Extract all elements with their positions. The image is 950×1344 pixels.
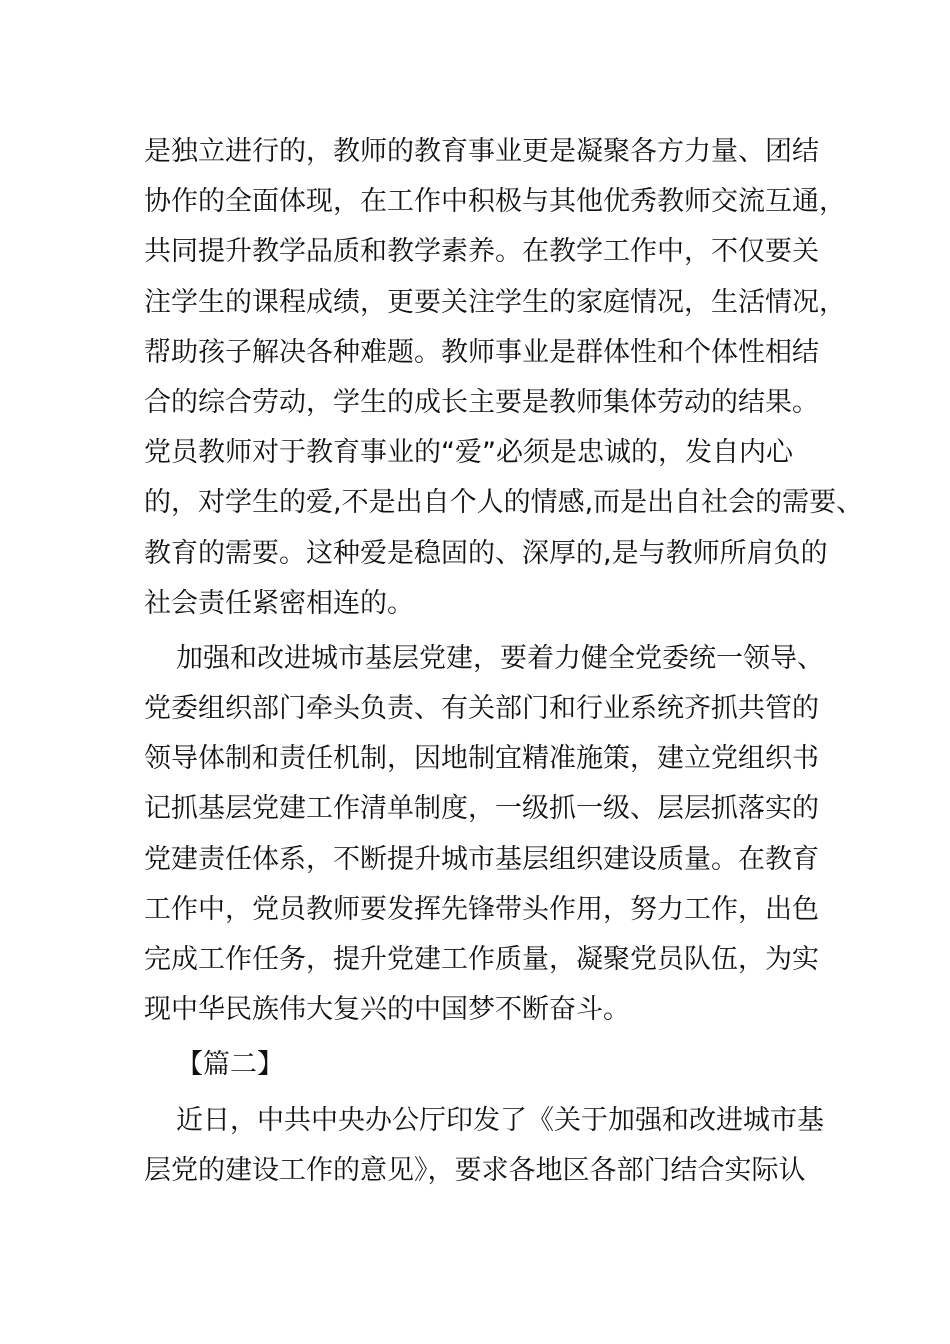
text-line: 党建责任体系，不断提升城市基层组织建设质量。在教育 — [144, 843, 819, 875]
text-line: 注学生的课程成绩，更要关注学生的家庭情况，生活情况， — [144, 286, 846, 318]
text-line: 合的综合劳动，学生的成长主要是教师集体劳动的结果。 — [144, 386, 819, 418]
text-line: 近日，中共中央办公厅印发了《关于加强和改进城市基 — [176, 1104, 824, 1136]
paragraph-opinion-notice — [144, 1096, 824, 1196]
text-line: 记抓基层党建工作清单制度，一级抓一级、层层抓落实的 — [144, 793, 819, 825]
text-line: 层党的建设工作的意见》，要求各地区各部门结合实际认 — [144, 1154, 806, 1186]
text-line: 的，对学生的爱,不是出自个人的情感,而是出自社会的需要、 — [144, 487, 864, 519]
text-line: 完成工作任务，提升党建工作质量，凝聚党员队伍，为实 — [144, 944, 819, 975]
text-line: 协作的全面体现，在工作中积极与其他优秀教师交流互通， — [144, 186, 846, 218]
text-line: 工作中，党员教师要发挥先锋带头作用，努力工作，出色 — [144, 893, 819, 925]
text-line: 加强和改进城市基层党建，要着力健全党委统一领导、 — [176, 642, 824, 674]
paragraph-teacher-love — [144, 127, 864, 629]
text-line: 现中华民族伟大复兴的中国梦不断奋斗。 — [144, 994, 630, 1026]
text-line: 是独立进行的，教师的教育事业更是凝聚各方力量、团结 — [144, 136, 819, 167]
document-body — [144, 127, 864, 1196]
section-heading: 【篇二】 — [176, 1049, 284, 1081]
text-line: 帮助孩子解决各种难题。教师事业是群体性和个体性相结 — [144, 336, 819, 368]
text-line: 党委组织部门牵头负责、有关部门和行业系统齐抓共管的 — [144, 693, 819, 725]
text-line: 教育的需要。这种爱是稳固的、深厚的,是与教师所肩负的 — [144, 537, 828, 569]
text-line: 党员教师对于教育事业的“爱”必须是忠诚的，发自内心 — [144, 437, 793, 469]
text-line: 领导体制和责任机制，因地制宜精准施策，建立党组织书 — [144, 743, 819, 775]
paragraph-party-building — [144, 634, 824, 1036]
text-line: 共同提升教学品质和教学素养。在教学工作中，不仅要关 — [144, 236, 819, 268]
text-line: 社会责任紧密相连的。 — [144, 587, 414, 619]
